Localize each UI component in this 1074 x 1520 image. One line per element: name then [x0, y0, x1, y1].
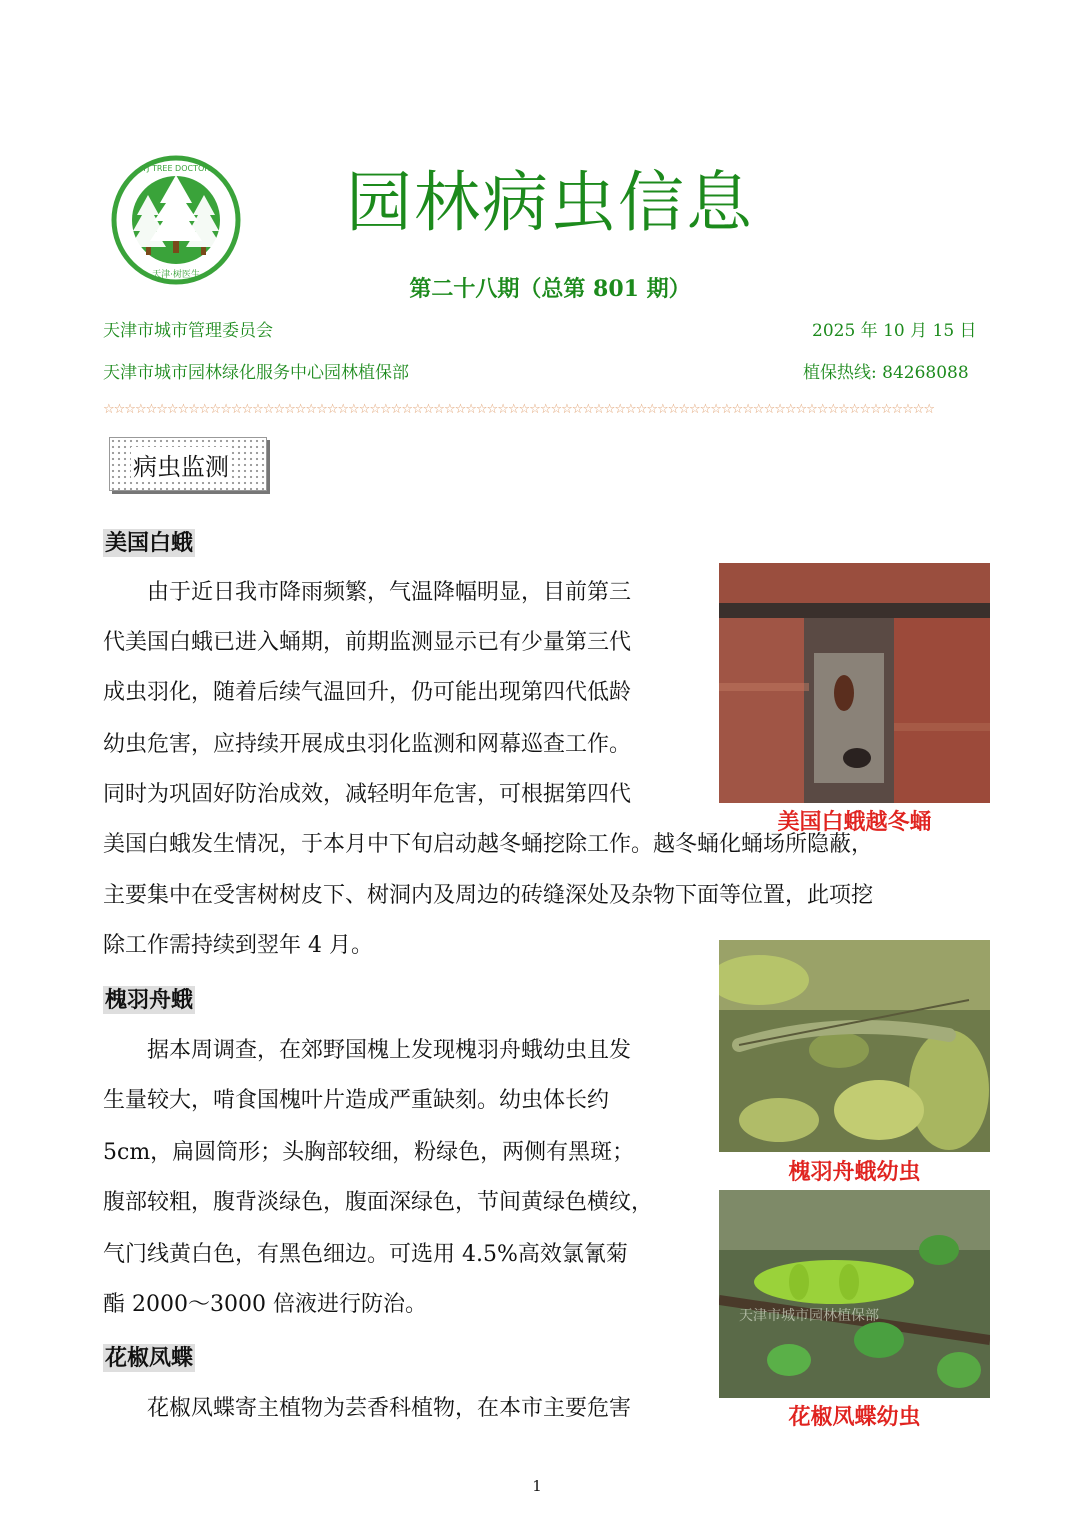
star-divider: ☆☆☆☆☆☆☆☆☆☆☆☆☆☆☆☆☆☆☆☆☆☆☆☆☆☆☆☆☆☆☆☆☆☆☆☆☆☆☆☆☆☆☆☆☆☆☆☆☆☆☆☆☆☆☆☆☆☆☆☆☆☆☆☆☆☆☆☆☆☆☆☆☆☆☆☆☆☆ [103, 402, 935, 417]
publish-date: 2025 年 10 月 15 日 [812, 321, 977, 341]
body-line: 据本周调查，在郊野国槐上发现槐羽舟蛾幼虫且发 [103, 1038, 632, 1063]
body-line: 除工作需持续到翌年 4 月。 [103, 933, 373, 958]
body-line: 美国白蛾发生情况，于本月中下旬启动越冬蛹挖除工作。越冬蛹化蛹场所隐蔽， [103, 832, 874, 857]
body-line: 气门线黄白色，有黑色细边。可选用 4.5%高效氯氰菊 [103, 1242, 628, 1267]
page-number: 1 [532, 1477, 542, 1495]
photo-caption: 美国白蛾越冬蛹 [777, 809, 932, 835]
body-line: 代美国白蛾已进入蛹期，前期监测显示已有少量第三代 [103, 630, 632, 655]
issue-number: 第二十八期（总第 801 期） [409, 276, 691, 302]
tree-doctor-logo [106, 155, 246, 285]
body-line: 主要集中在受害树树皮下、树洞内及周边的砖缝深处及杂物下面等位置，此项挖 [103, 883, 874, 908]
publisher-org: 天津市城市管理委员会 [103, 321, 273, 341]
article-heading: 花椒凤蝶 [105, 1345, 194, 1371]
page-title: 园林病虫信息 [346, 164, 754, 241]
body-line: 生量较大，啃食国槐叶片造成严重缺刻。幼虫体长约 [103, 1088, 610, 1113]
pupa-photo [719, 563, 990, 803]
body-line: 同时为巩固好防治成效，减轻明年危害，可根据第四代 [103, 782, 632, 807]
photo-watermark: 天津市城市园林植保部 [739, 1308, 879, 1324]
body-line: 成虫羽化，随着后续气温回升，仍可能出现第四代低龄 [103, 680, 632, 705]
body-line: 花椒凤蝶寄主植物为芸香科植物，在本市主要危害 [103, 1396, 632, 1421]
photo-caption: 槐羽舟蛾幼虫 [788, 1159, 921, 1185]
publisher-department: 天津市城市园林绿化服务中心园林植保部 [103, 363, 409, 383]
body-line: 酯 2000～3000 倍液进行防治。 [103, 1292, 427, 1317]
section-label: 病虫监测 [131, 447, 231, 482]
article-heading: 槐羽舟蛾 [105, 987, 194, 1013]
body-line: 幼虫危害，应持续开展成虫羽化监测和网幕巡查工作。 [103, 732, 632, 757]
swallowtail-larva-photo [719, 1190, 990, 1398]
photo-caption: 花椒凤蝶幼虫 [788, 1404, 921, 1430]
larva-photo [719, 940, 990, 1152]
body-line: 腹部较粗，腹背淡绿色，腹面深绿色，节间黄绿色横纹， [103, 1190, 654, 1215]
logo-text-top: TJ TREE DOCTOR [142, 164, 210, 173]
section-box [109, 437, 267, 491]
body-line: 由于近日我市降雨频繁，气温降幅明显，目前第三 [103, 580, 632, 605]
body-line: 5cm，扁圆筒形；头胸部较细，粉绿色，两侧有黑斑； [103, 1140, 635, 1165]
article-heading: 美国白蛾 [105, 530, 194, 556]
logo-text-bottom: 天津·树医生 [152, 270, 200, 280]
hotline: 植保热线: 84268088 [803, 363, 969, 383]
